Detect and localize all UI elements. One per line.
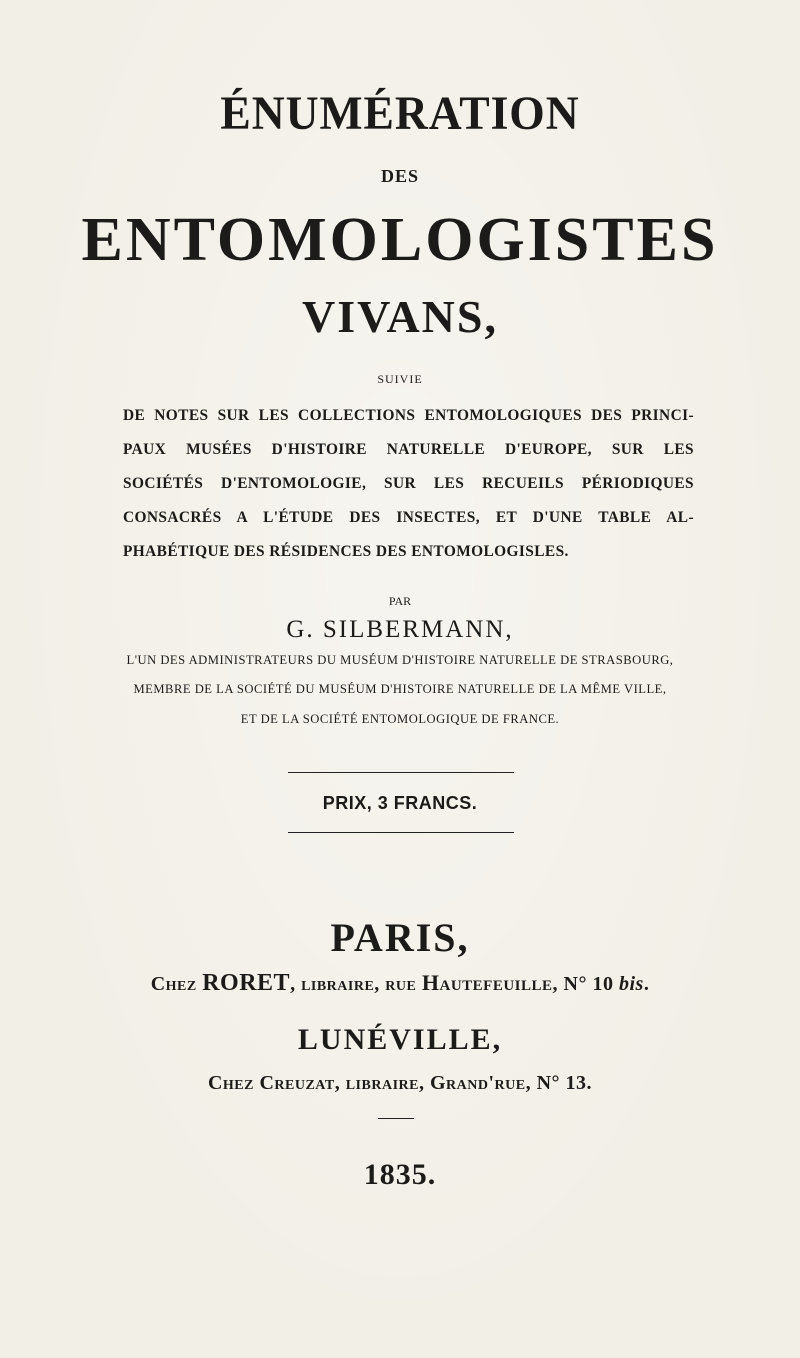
imprint-city-luneville: LUNÉVILLE, [297, 1023, 503, 1056]
title-line-entomologistes: ENTOMOLOGISTES [81, 206, 719, 274]
author-name: G. SILBERMANN, [286, 616, 514, 643]
publisher-text: , N° 10 [552, 973, 619, 995]
subtitle-label: SUIVIE [377, 372, 423, 386]
imprint-year: 1835. [363, 1158, 437, 1191]
subtitle-line: DE NOTES SUR LES COLLECTIONS ENTOMOLOGIQUES DES PRINCI- [123, 407, 694, 424]
imprint-publisher-paris [0, 970, 800, 997]
publisher-bis: bis [618, 973, 644, 995]
publisher-street: Grand'rue [429, 1072, 526, 1094]
title-line-vivans: VIVANS, [302, 291, 498, 342]
publisher-text: , libraire, rue [290, 973, 422, 995]
imprint-publisher-luneville [0, 1072, 800, 1095]
author-affiliation: L'UN DES ADMINISTRATEURS DU MUSÉUM D'HISTOIRE NATURELLE DE STRASBOURG, [126, 653, 674, 667]
title-line-des: DES [380, 166, 419, 186]
subtitle-line: PHABÉTIQUE DES RÉSIDENCES DES ENTOMOLOGISLES. [123, 543, 569, 560]
subtitle-description [123, 399, 694, 569]
publisher-text: Chez [207, 1072, 260, 1094]
author-by: PAR [388, 594, 412, 608]
author-affiliation: MEMBRE DE LA SOCIÉTÉ DU MUSÉUM D'HISTOIRE NATURELLE DE LA MÊME VILLE, [133, 682, 667, 696]
title-line-enumeration: ÉNUMÉRATION [220, 87, 580, 140]
subtitle-line: CONSACRÉS A L'ÉTUDE DES INSECTES, ET D'UNE TABLE AL- [123, 509, 694, 526]
divider-rule-small [378, 1118, 414, 1119]
publisher-name: Creuzat [259, 1072, 335, 1094]
author-affiliation: ET DE LA SOCIÉTÉ ENTOMOLOGIQUE DE FRANCE. [240, 712, 560, 726]
publisher-text: . [643, 973, 650, 995]
price-label: PRIX, 3 FRANCS. [322, 793, 478, 813]
subtitle-line: PAUX MUSÉES D'HISTOIRE NATURELLE D'EUROPE, SUR LES [123, 441, 694, 458]
publisher-text: Chez [150, 973, 203, 995]
subtitle-line: SOCIÉTÉS D'ENTOMOLOGIE, SUR LES RECUEILS PÉRIODIQUES [123, 475, 694, 492]
imprint-city-paris: PARIS, [330, 915, 470, 960]
publisher-text: , libraire, [334, 1072, 430, 1094]
publisher-text: , N° 13. [525, 1072, 593, 1094]
divider-rule [288, 772, 514, 773]
divider-rule [288, 832, 514, 833]
publisher-street: Hautefeuille [421, 970, 553, 995]
publisher-name: RORET [202, 970, 291, 996]
